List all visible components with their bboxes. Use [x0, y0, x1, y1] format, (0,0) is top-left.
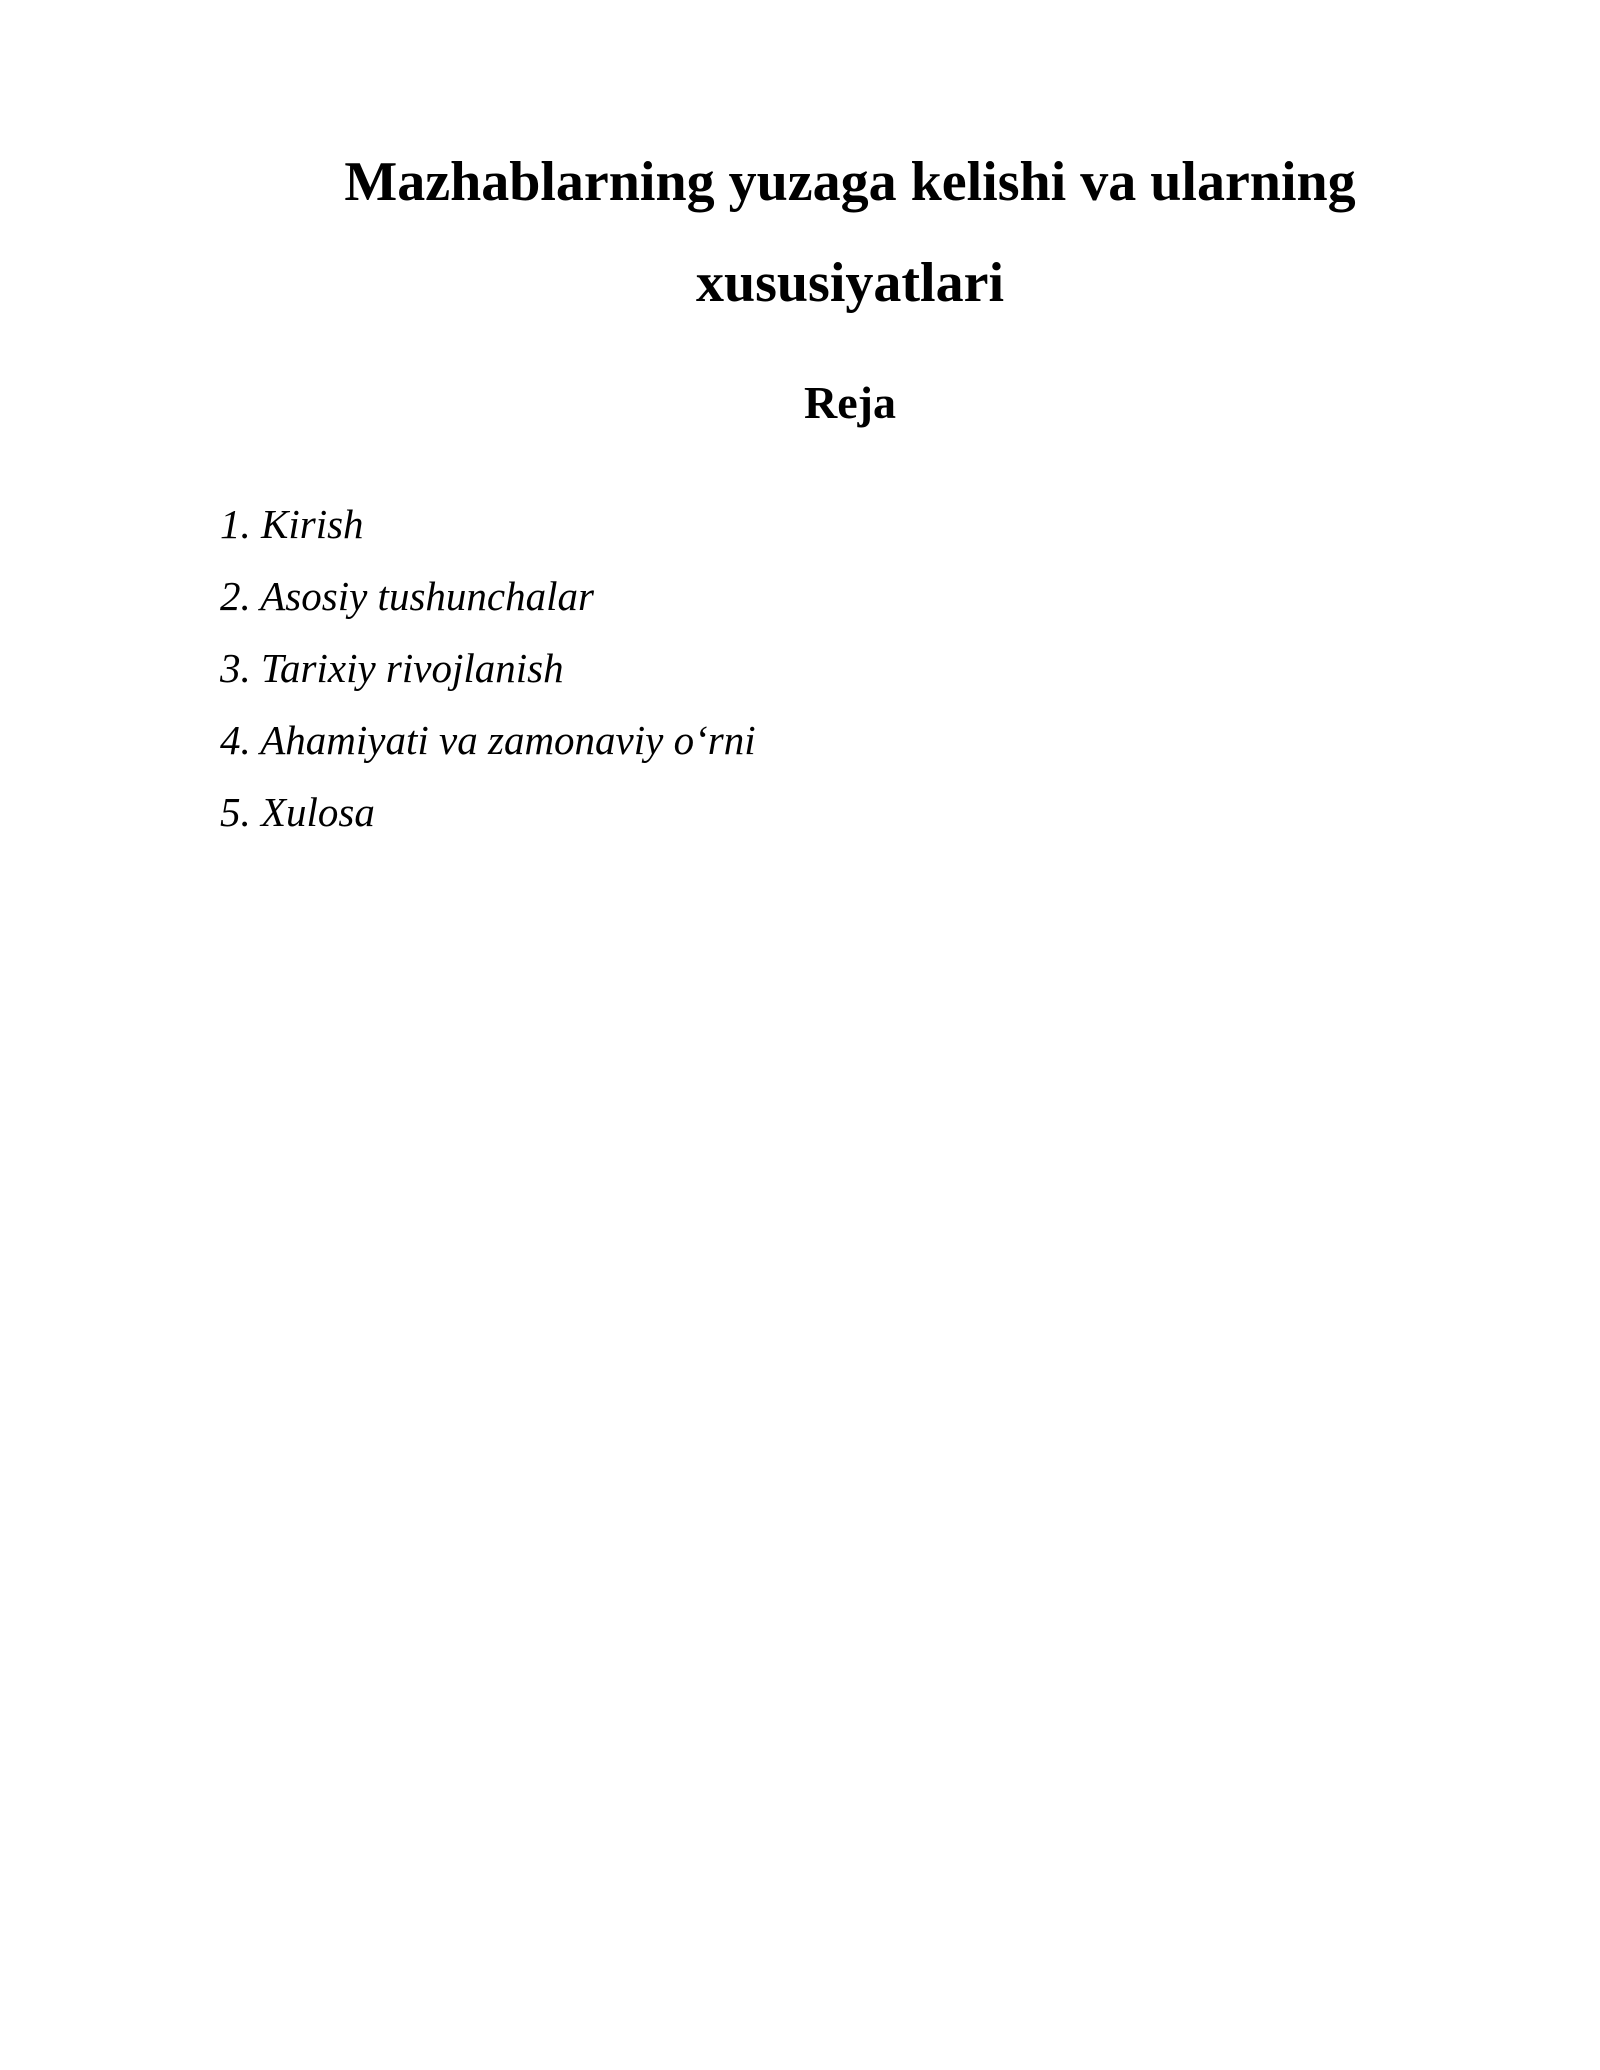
plan-item [220, 488, 756, 560]
plan-item-text: Ahamiyati va zamonaviy o‘rni [260, 717, 756, 763]
plan-item-number: 4. [220, 717, 251, 763]
plan-item [220, 704, 756, 776]
document-title-line-1: Mazhablarning yuzaga kelishi va ularning [344, 151, 1356, 213]
plan-item [220, 560, 756, 632]
plan-item-text: Asosiy tushunchalar [260, 573, 594, 619]
plan-item [220, 632, 756, 704]
plan-item-number: 2. [220, 573, 251, 619]
plan-list [220, 488, 756, 848]
plan-item [220, 776, 756, 848]
plan-item-text: Kirish [261, 501, 364, 547]
plan-item-number: 1. [220, 501, 251, 547]
plan-item-text: Tarixiy rivojlanish [261, 645, 564, 691]
plan-heading: Reja [804, 377, 896, 428]
plan-item-text: Xulosa [261, 789, 375, 835]
document-title-line-2: xususiyatlari [695, 252, 1005, 314]
plan-item-number: 5. [220, 789, 251, 835]
plan-item-number: 3. [220, 645, 251, 691]
